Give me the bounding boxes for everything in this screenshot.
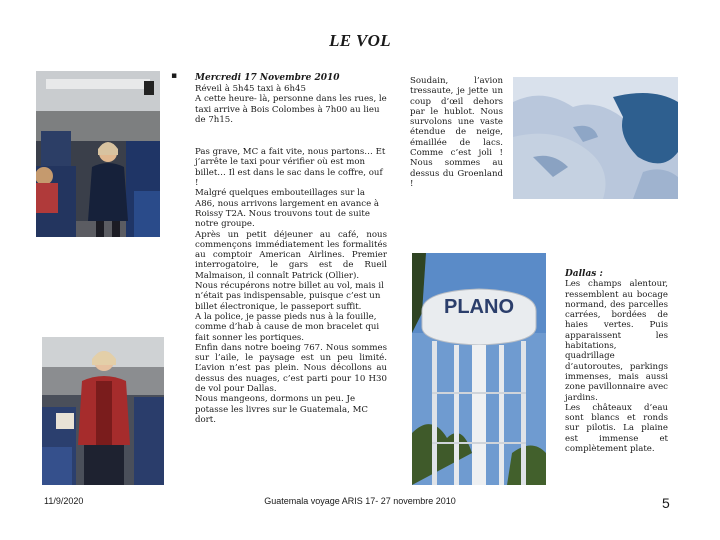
- photo-cabin-woman-blue: [36, 71, 160, 237]
- photo-cabin-woman-red: [42, 337, 164, 485]
- paragraph: Les champs alentour, ressemblent au bocage normand, des parcelles carrées, bordées de haies vertes. Puis apparaissent les habitations, quadrillage d’autoroutes, parkings immenses, mais aussi zone pavillonnaire avec jardins.: [565, 279, 668, 403]
- main-text-column: [195, 73, 387, 425]
- paragraph: Les châteaux d’eau sont blancs et ronds sur pilotis. La plaine est immense et complètement plate.: [565, 402, 668, 455]
- photo-greenland-aerial: [513, 77, 678, 199]
- paragraph: Nous mangeons, dormons un peu. Je potasse les livres sur le Guatemala, MC dort.: [195, 394, 368, 425]
- paragraph: A la police, je passe pieds nus à la fouille, comme d’hab à cause de mon bracelet qui fait sonner les portiques.: [195, 311, 380, 343]
- photo-plano-water-tower: [412, 253, 546, 485]
- footer-date: 11/9/2020: [44, 496, 84, 506]
- dallas-heading: Dallas :: [565, 269, 603, 279]
- paragraph: Enfin dans notre boeing 767. Nous sommes sur l’aile, le paysage est un peu limité. L’avion n’est pas plein. Nous décollons au dessus des nuages, c’est parti pour 10 H30 de vol pour Dallas.: [195, 342, 387, 395]
- water-tower-text: PLANO: [444, 296, 514, 318]
- page-title: LE VOL: [329, 31, 391, 50]
- dallas-text-column: [565, 269, 668, 454]
- list-bullet: ▪: [171, 71, 178, 81]
- paragraph: Réveil à 5h45 taxi à 6h45: [195, 84, 306, 94]
- paragraph: Après un petit déjeuner au café, nous commençons immédiatement les formalités au comptoir American Airlines. Premier interrogatoire, le gars est de Rueil Malmaison, il connaît Patrick (Ollier).: [195, 229, 387, 281]
- paragraph: A cette heure- là, personne dans les rues, le taxi arrive à Bois Colombes à 7h00 au lieu de 7h15.: [195, 94, 387, 125]
- date-heading: Mercredi 17 Novembre 2010: [195, 73, 340, 83]
- paragraph: Nous récupérons notre billet au vol, mais il n’était pas indispensable, puisque c’est un billet électronique, le passeport suffit.: [195, 281, 384, 312]
- footer-title: Guatemala voyage ARIS 17- 27 novembre 2010: [264, 496, 456, 506]
- paragraph: Malgré quelques embouteillages sur la A86, nous arrivons largement en avance à Roissy T2A. Nous trouvons tout de suite notre groupe.: [195, 188, 380, 230]
- paragraph: Pas grave, MC a fait vite, nous partons… Et j’arrête le taxi pour vérifier où est mon billet… Il est dans le sac dans le coffre, ouf !: [195, 147, 386, 189]
- page-number: 5: [662, 495, 670, 511]
- greenland-text: Soudain, l’avion tressaute, je jette un coup d’œil dehors par le hublot. Nous survolons une vaste étendue de neige, émaillée de lacs. Comme c’est joli ! Nous sommes au dessus du Groenland !: [410, 76, 503, 189]
